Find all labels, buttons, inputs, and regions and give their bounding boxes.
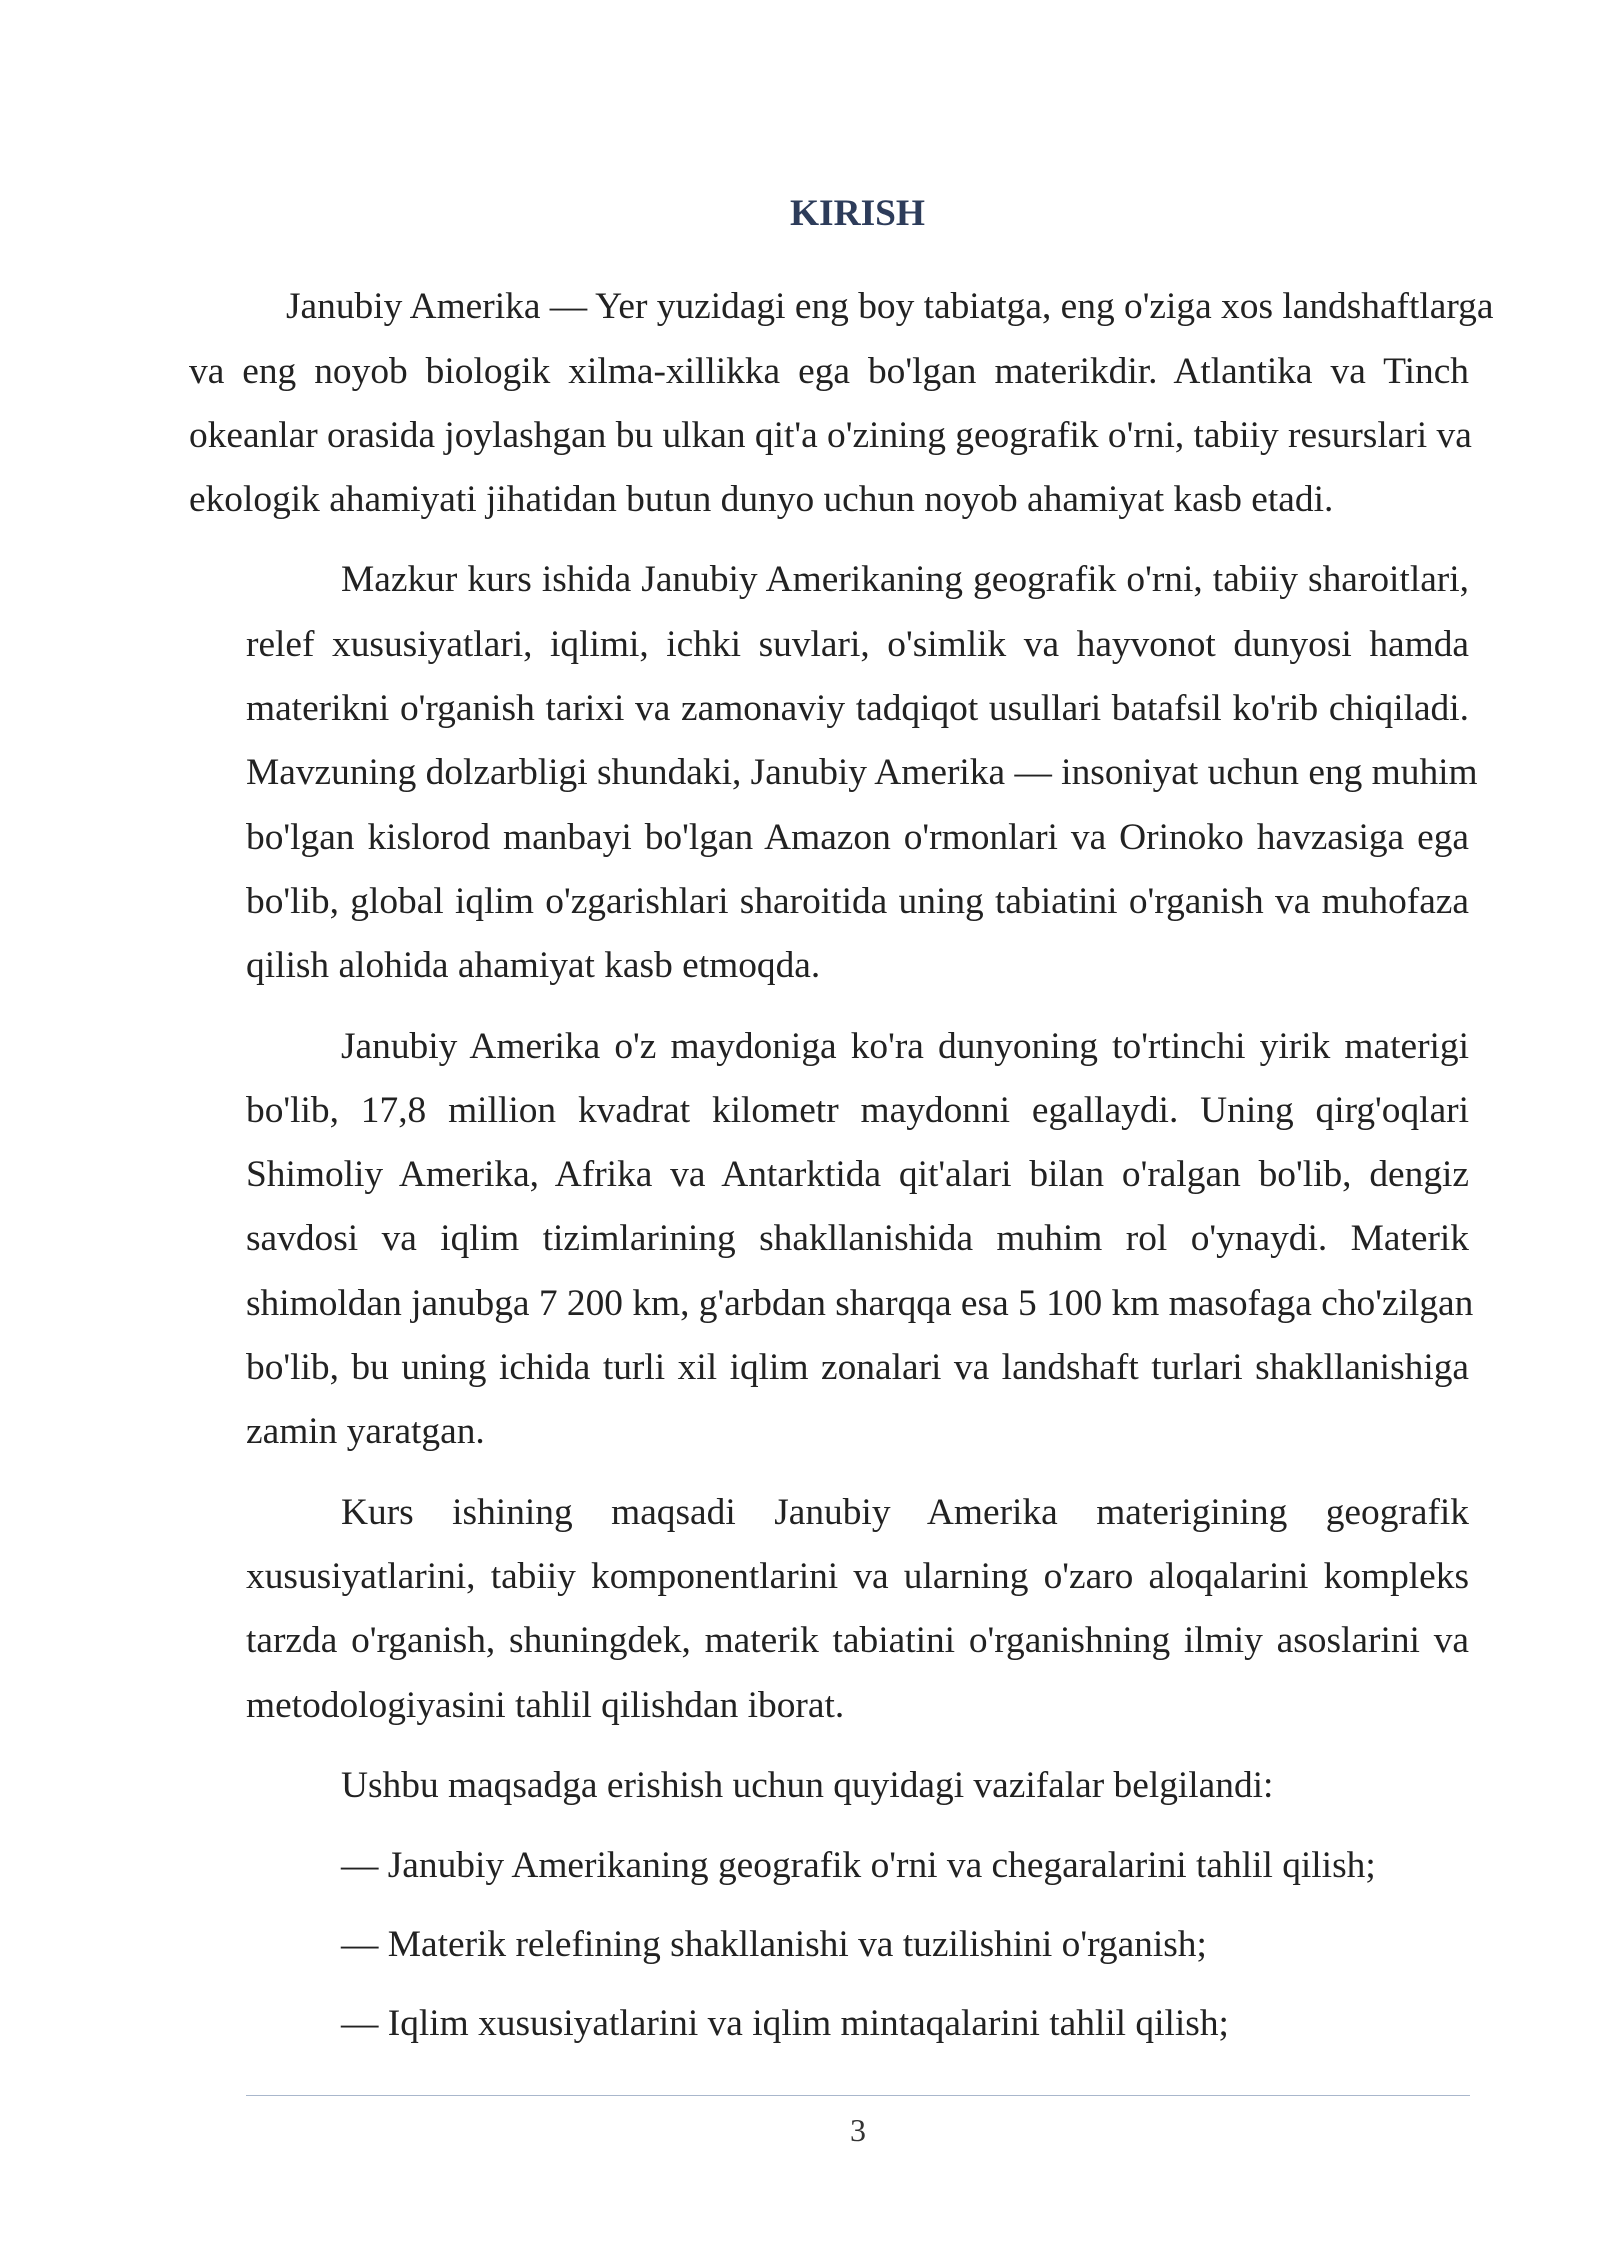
paragraph-line: Janubiy Amerika o'z maydoniga ko'ra dunyoning to'rtinchi yirik materigi <box>341 1025 1469 1067</box>
paragraph-line: tarzda o'rganish, shuningdek, materik tabiatini o'rganishning ilmiy asoslarini va <box>246 1620 1469 1662</box>
paragraph-line: savdosi va iqlim tizimlarining shakllanishida muhim rol o'ynaydi. Materik <box>246 1218 1469 1260</box>
paragraph-line: Ushbu maqsadga erishish uchun quyidagi vazifalar belgilandi: <box>341 1764 1274 1806</box>
paragraph-line: bo'lib, 17,8 million kvadrat kilometr maydonni egallaydi. Uning qirg'oqlari <box>246 1089 1469 1131</box>
paragraph-line: ekologik ahamiyati jihatidan butun dunyo uchun noyob ahamiyat kasb etadi. <box>189 479 1334 521</box>
task-list <box>246 1834 1469 2056</box>
task-list-item-text: — Materik relefining shakllanishi va tuzilishini o'rganish; <box>341 1923 1207 1965</box>
paragraph-2 <box>246 548 1478 998</box>
paragraph-line: bo'lgan kislorod manbayi bo'lgan Amazon o'rmonlari va Orinoko havzasiga ega <box>246 816 1469 858</box>
paragraph-line: shimoldan janubga 7 200 km, g'arbdan sharqqa esa 5 100 km masofaga cho'zilgan <box>246 1282 1474 1324</box>
task-list-item <box>246 1992 1469 2056</box>
tasks-intro-paragraph <box>246 1754 1469 1818</box>
paragraph-line: materikni o'rganish tarixi va zamonaviy tadqiqot usullari batafsil ko'rib chiqiladi. <box>246 688 1469 730</box>
paragraph-4 <box>246 1481 1469 1738</box>
paragraph-line: va eng noyob biologik xilma-xillikka ega bo'lgan materikdir. Atlantika va Tinch <box>189 350 1469 392</box>
task-list-item-text: — Janubiy Amerikaning geografik o'rni va chegaralarini tahlil qilish; <box>341 1845 1376 1887</box>
paragraph-line: Janubiy Amerika — Yer yuzidagi eng boy tabiatga, eng o'ziga xos landshaftlarga <box>286 286 1494 328</box>
paragraph-line: metodologiyasini tahlil qilishdan iborat. <box>246 1684 845 1726</box>
task-list-item-text: — Iqlim xususiyatlarini va iqlim mintaqalarini tahlil qilish; <box>341 2002 1229 2044</box>
footer-rule <box>246 2095 1470 2096</box>
page-number: 3 <box>850 2112 866 2148</box>
paragraph-line: xususiyatlarini, tabiiy komponentlarini va ularning o'zaro aloqalarini kompleks <box>246 1555 1469 1597</box>
paragraph-line: qilish alohida ahamiyat kasb etmoqda. <box>246 945 821 987</box>
paragraph-line: Kurs ishining maqsadi Janubiy Amerika materigining geografik <box>341 1491 1469 1533</box>
task-list-item <box>246 1913 1469 1977</box>
task-list-item <box>246 1834 1469 1898</box>
paragraph-line: Mazkur kurs ishida Janubiy Amerikaning geografik o'rni, tabiiy sharoitlari, <box>341 559 1469 601</box>
paragraph-line: okeanlar orasida joylashgan bu ulkan qit'a o'zining geografik o'rni, tabiiy resurslari va <box>189 414 1472 456</box>
paragraph-line: Mavzuning dolzarbligi shundaki, Janubiy Amerika — insoniyat uchun eng muhim <box>246 752 1478 794</box>
paragraph-3 <box>246 1015 1474 1465</box>
paragraph-line: Shimoliy Amerika, Afrika va Antarktida qit'alari bilan o'ralgan bo'lib, dengiz <box>246 1154 1469 1196</box>
paragraph-line: relef xususiyatlari, iqlimi, ichki suvlari, o'simlik va hayvonot dunyosi hamda <box>246 623 1469 665</box>
paragraph-1 <box>189 275 1494 532</box>
section-title: KIRISH <box>789 193 926 234</box>
paragraph-line: zamin yaratgan. <box>246 1411 485 1453</box>
paragraph-line: bo'lib, global iqlim o'zgarishlari sharoitida uning tabiatini o'rganish va muhofaza <box>246 880 1469 922</box>
page-content <box>189 182 1494 2071</box>
paragraph-line: bo'lib, bu uning ichida turli xil iqlim zonalari va landshaft turlari shakllanishiga <box>246 1347 1469 1389</box>
